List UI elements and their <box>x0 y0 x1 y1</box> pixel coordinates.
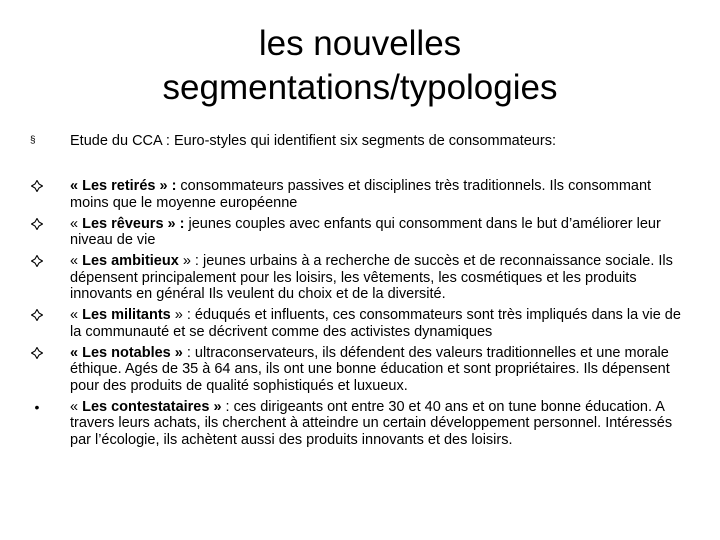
segment-label: « Les retirés » : <box>70 178 177 194</box>
list-item <box>30 216 690 249</box>
list-item <box>30 178 690 211</box>
dot-bullet-icon: • <box>34 398 40 415</box>
segment-prefix: « <box>70 307 83 323</box>
title-line-1: les nouvelles <box>258 24 462 63</box>
segment-description: » : jeunes urbains à a recherche de succès et de reconnaissance sociale. Ils dépensent principalement pour les loisirs, les vêtements, les cosmétiques et les produits innovants en général Ils veulent du choix et de la diversité. <box>70 253 673 302</box>
segment-description: jeunes couples avec enfants qui consomment dans le but d’améliorer leur niveau de vie <box>70 215 661 248</box>
segment-description: consommateurs passives et disciplines très traditionnels. Ils consommant moins que le moyenne européenne <box>70 178 652 211</box>
segment-description: » : éduqués et influents, ces consommateurs sont très impliqués dans la vie de la communauté et se décrivent comme des activistes dynamiques <box>70 307 681 340</box>
list-item <box>30 345 690 395</box>
diamond-bullet-icon <box>30 216 44 232</box>
segment-prefix: « <box>70 398 83 415</box>
segment-description: : ces dirigeants ont entre 30 et 40 ans et on tune bonne éducation. A travers leurs achats, ils cherchent à atteindre un certain développement personnel. Intéressés par l’écologie, ils achètent aussi des produits innovants et des loisirs. <box>70 398 673 448</box>
intro-text: Etude du CCA : Euro-styles qui identifient six segments de consommateurs: <box>70 133 556 149</box>
list-item <box>30 307 690 340</box>
segment-label: Les ambitieux <box>82 253 179 269</box>
segment-prefix: « <box>70 215 83 232</box>
segment-label: « Les notables » <box>70 344 183 361</box>
segment-list <box>30 178 690 453</box>
diamond-bullet-icon <box>30 345 44 361</box>
square-bullet-icon: § <box>30 135 36 146</box>
segment-label: Les contestataires » <box>82 398 222 415</box>
diamond-bullet-icon <box>30 307 44 323</box>
diamond-bullet-icon <box>30 253 44 269</box>
segment-description: : ultraconservateurs, ils défendent des valeurs traditionnelles et une morale éthique. Agés de 35 à 64 ans, ils ont une bonne éducation et sont propriétaires. Ils dépensent pour des produits de qualité sophistiqués et luxueux. <box>70 344 670 394</box>
title-line-2: segmentations/typologies <box>162 68 558 107</box>
list-item <box>30 399 690 449</box>
diamond-bullet-icon <box>30 178 44 194</box>
list-item <box>30 253 690 303</box>
segment-prefix: « <box>70 253 83 269</box>
segment-label: Les rêveurs » : <box>82 215 185 232</box>
slide-title <box>0 22 720 110</box>
segment-label: Les militants <box>82 307 171 323</box>
